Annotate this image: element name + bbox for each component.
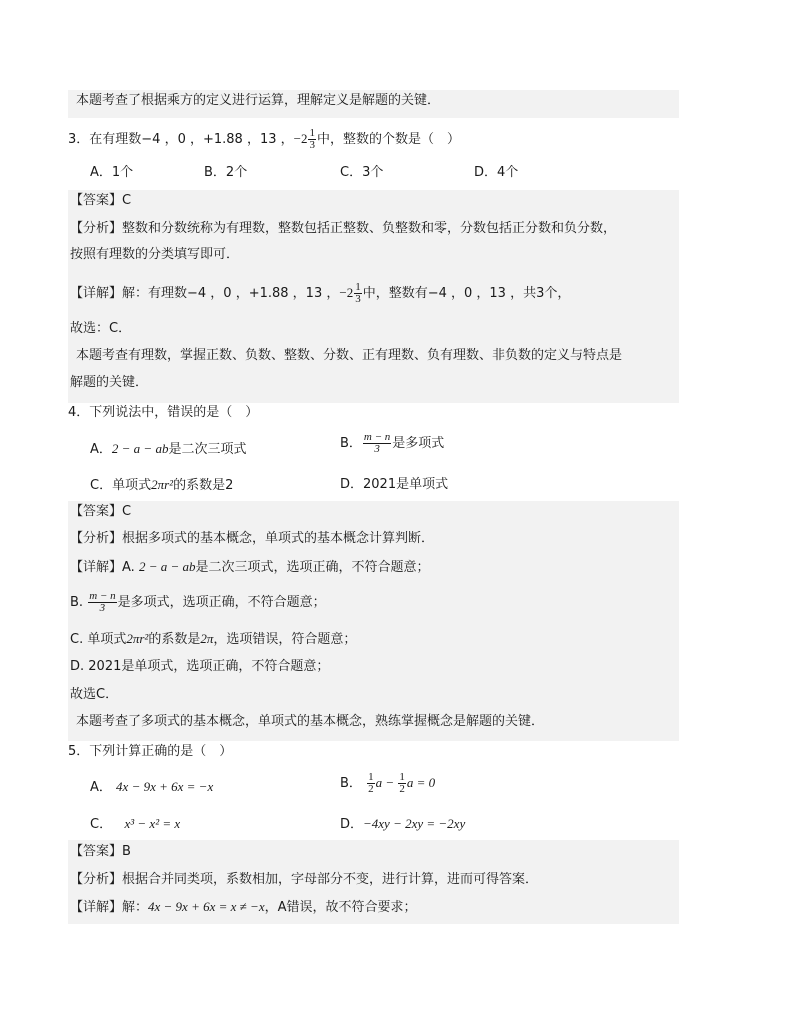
q4-answer: 【答案】C — [70, 504, 132, 519]
q4-analysis: 【分析】根据多项式的基本概念，单项式的基本概念计算判断． — [70, 531, 435, 546]
q4-stem: 4．下列说法中，错误的是（ ） — [68, 405, 259, 420]
q3-option-c[interactable]: C．3个 — [340, 165, 384, 180]
q3-detail-fraction: $\frac{1}{3}$ — [355, 281, 361, 305]
q4-option-d[interactable]: D．2021是单项式 — [340, 477, 449, 492]
q5-option-b[interactable]: B． $\frac{1}{2}$ a − $\frac{1}{2}$ a = 0 — [340, 771, 436, 795]
q5-stem: 5．下列计算正确的是（ ） — [68, 744, 233, 759]
q4-option-b[interactable]: B． $\frac{m - n}{3}$ 是多项式 — [340, 431, 445, 455]
q3-fraction: $\frac{1}{3}$ — [309, 127, 315, 151]
q5-answer: 【答案】B — [70, 844, 131, 859]
q4-detail-c: C. 单项式2πr²的系数是2π，选项错误，符合题意； — [70, 631, 357, 647]
q4-option-c[interactable]: C．单项式2πr²的系数是2 — [90, 477, 234, 493]
q3-detail: 【详解】解：有理数−4 ，0 ，+1.88 ，13 ，−2 $\frac{1}{3}$ 中，整数有−4 ，0 ，13 ，共3个， — [70, 281, 571, 305]
q3-stem: 3．在有理数−4 ，0 ，+1.88 ，13 ，−2 $\frac{1}{3}$ 中，整数的个数是（ ） — [68, 127, 460, 151]
q3-summary-1: 本题考查有理数，掌握正数、负数、整数、分数、正有理数、负有理数、非负数的定义与特点是 — [76, 348, 623, 363]
q5-option-d[interactable]: D．−4xy − 2xy = −2xy — [340, 816, 466, 832]
q4-option-a[interactable]: A．2 − a − ab是二次三项式 — [90, 441, 247, 457]
q3-analysis-2: 按照有理数的分类填写即可． — [70, 247, 240, 262]
q3-summary-2: 解题的关键． — [70, 375, 149, 390]
q4-detail-b: B. $\frac{m - n}{3}$ 是多项式，选项正确，不符合题意； — [70, 590, 326, 614]
q3-option-b[interactable]: B．2个 — [204, 165, 248, 180]
q5-detail: 【详解】解：4x − 9x + 6x = x ≠ −x，A错误，故不符合要求； — [70, 899, 417, 915]
q5-option-b-fraction-1: $\frac{1}{2}$ — [368, 771, 374, 795]
q4-option-b-fraction: $\frac{m - n}{3}$ — [363, 431, 391, 455]
q3-analysis-1: 【分析】整数和分数统称为有理数，整数包括正整数、负整数和零，分数包括正分数和负分数， — [70, 221, 617, 236]
q4-choose: 故选C． — [70, 687, 119, 702]
q4-detail-d: D. 2021是单项式，选项正确，不符合题意； — [70, 659, 330, 674]
prev-summary: 本题考查了根据乘方的定义进行运算，理解定义是解题的关键． — [76, 93, 441, 108]
q5-analysis: 【分析】根据合并同类项，系数相加，字母部分不变，进行计算，进而可得答案． — [70, 872, 539, 887]
q5-option-b-fraction-2: $\frac{1}{2}$ — [399, 771, 405, 795]
q4-summary: 本题考查了多项式的基本概念，单项式的基本概念，熟练掌握概念是解题的关键． — [76, 714, 545, 729]
q3-option-d[interactable]: D．4个 — [474, 165, 519, 180]
q5-option-c[interactable]: C． x³ − x² = x — [90, 816, 181, 832]
q4-detail-a: 【详解】A. 2 − a − ab是二次三项式，选项正确，不符合题意； — [70, 559, 430, 575]
q5-option-a[interactable]: A． 4x − 9x + 6x = −x — [90, 779, 214, 795]
q3-option-a[interactable]: A．1个 — [90, 165, 134, 180]
q4-detail-b-fraction: $\frac{m - n}{3}$ — [89, 590, 116, 614]
q3-answer: 【答案】C — [70, 193, 132, 208]
q3-choose: 故选：C． — [70, 321, 132, 336]
